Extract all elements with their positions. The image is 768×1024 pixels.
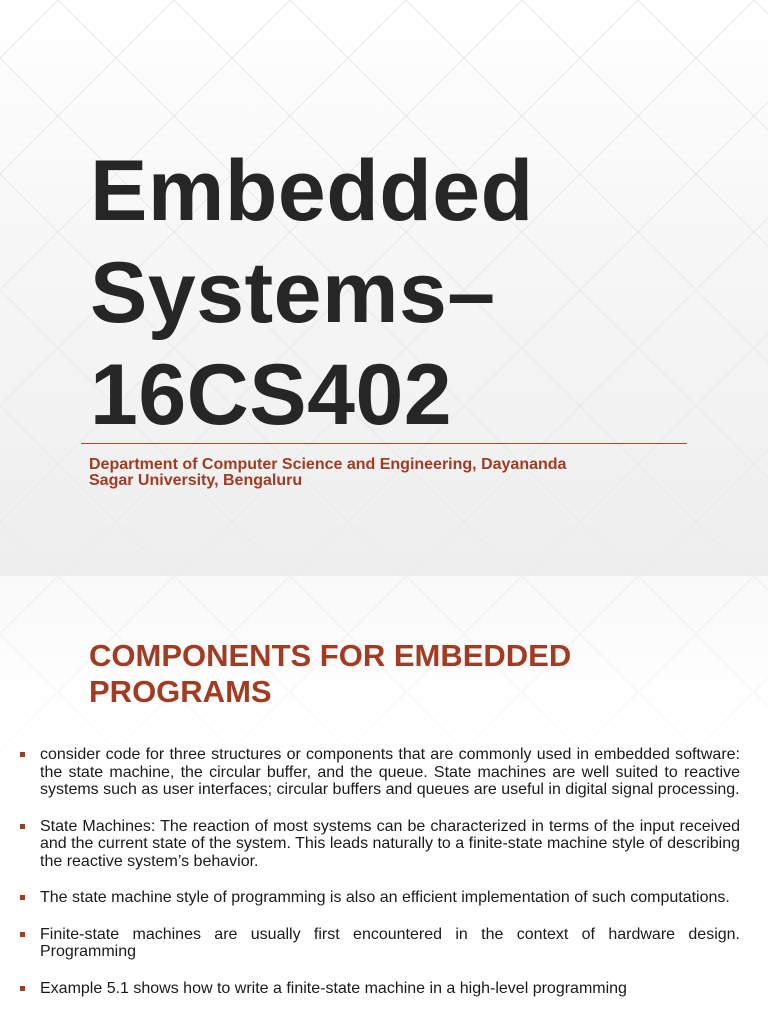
square-bullet-icon [20,986,25,991]
bullet-item [40,980,740,998]
section-heading [89,638,571,710]
bullet-item [40,818,740,871]
bullet-text: State Machines: The reaction of most systems can be characterized in terms of the input received and the current state of the system. This leads naturally to a finite-state machine style of describing the reactive system’s behavior. [40,817,740,870]
content-slide [0,576,768,1024]
slide-title [90,140,534,446]
bullet-text: consider code for three structures or components that are commonly used in embedded software: the state machine, the circular buffer, and the queue. State machines are well suited to reactive systems such as user interfaces; circular buffers and queues are useful in digital signal processing. [40,746,740,798]
slide-subtitle [89,457,669,489]
title-line: 16CS402 [90,347,453,443]
heading-line: COMPONENTS FOR EMBEDDED [89,638,572,673]
square-bullet-icon [20,895,25,900]
bullet-text: The state machine style of programming is also an efficient implementation of such computations. [40,889,730,906]
bullet-item [40,926,740,961]
bullet-text: Finite-state machines are usually first encountered in the context of hardware design. Programming [40,925,740,960]
title-divider [81,443,687,444]
heading-line: PROGRAMS [89,674,272,709]
bullet-list [40,746,740,1016]
subtitle-line: Department of Computer Science and Engineering, Dayananda [89,456,567,473]
bullet-text: Example 5.1 shows how to write a finite-state machine in a high-level programming [40,979,627,997]
square-bullet-icon [20,752,25,757]
bullet-item [40,889,740,907]
subtitle-line: Sagar University, Bengaluru [89,472,303,489]
bullet-item [40,746,740,799]
title-line: Systems– [90,245,496,341]
square-bullet-icon [20,824,25,829]
square-bullet-icon [20,932,25,937]
title-line: Embedded [90,143,534,239]
